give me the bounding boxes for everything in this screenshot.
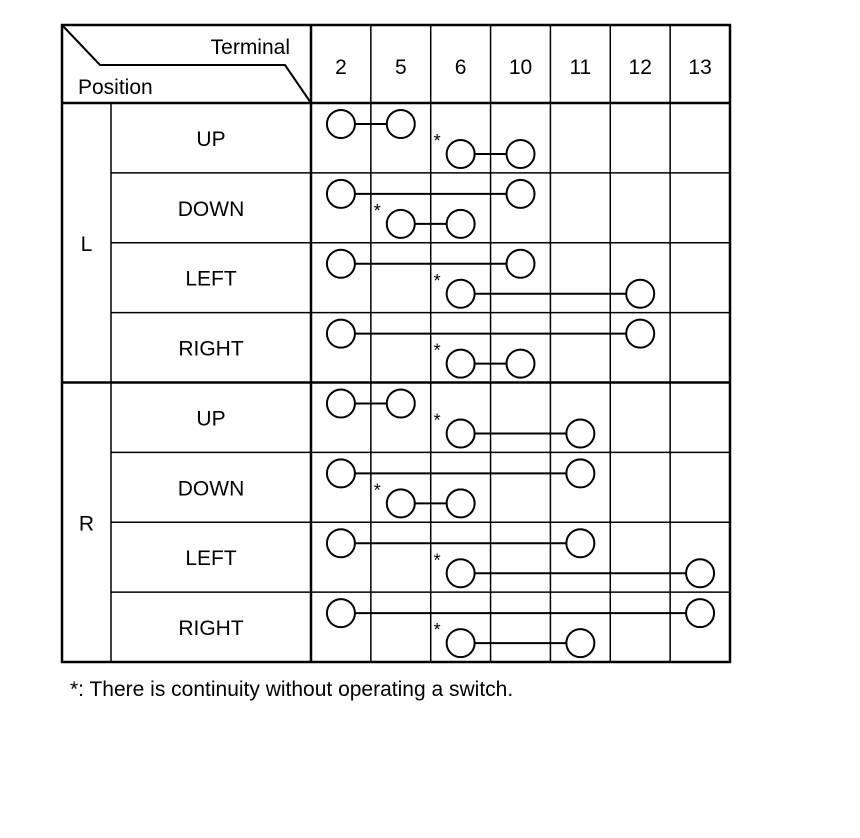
- terminal-circle-11: [566, 420, 594, 448]
- terminal-header-6: 6: [454, 56, 467, 79]
- terminal-header-5: 5: [394, 56, 407, 79]
- asterisk-marker: *: [433, 131, 441, 151]
- terminal-circle-11: [566, 459, 594, 487]
- terminal-circle-6: [447, 629, 475, 657]
- position-label-right: RIGHT: [178, 617, 244, 641]
- terminal-circle-2: [327, 599, 355, 627]
- terminal-circle-10: [507, 140, 535, 168]
- terminal-circle-5: [387, 390, 415, 418]
- terminal-circle-5: [387, 110, 415, 138]
- terminal-circle-13: [686, 599, 714, 627]
- position-label-up: UP: [196, 127, 226, 151]
- asterisk-marker: *: [433, 270, 441, 291]
- terminal-circle-10: [507, 250, 535, 278]
- asterisk-marker: *: [433, 550, 441, 571]
- terminal-circle-12: [626, 280, 654, 308]
- terminal-circle-6: [447, 489, 475, 517]
- terminal-circle-13: [686, 559, 714, 587]
- terminal-header-label: Terminal: [210, 36, 290, 59]
- terminal-circle-6: [447, 350, 475, 378]
- asterisk-marker: *: [373, 200, 381, 221]
- terminal-circle-6: [447, 559, 475, 587]
- position-label-down: DOWN: [177, 477, 245, 501]
- terminal-circle-6: [447, 420, 475, 448]
- terminal-circle-2: [327, 110, 355, 138]
- terminal-circle-12: [626, 320, 654, 348]
- position-label-right: RIGHT: [178, 337, 244, 361]
- terminal-circle-10: [507, 180, 535, 208]
- asterisk-marker: *: [433, 410, 441, 431]
- asterisk-marker: *: [433, 620, 441, 641]
- terminal-header-10: 10: [508, 56, 533, 79]
- terminal-circle-2: [327, 250, 355, 278]
- position-label-down: DOWN: [177, 197, 245, 221]
- group-label-L: L: [80, 232, 93, 256]
- terminal-circle-10: [507, 350, 535, 378]
- terminal-circle-6: [447, 140, 475, 168]
- terminal-circle-5: [387, 210, 415, 238]
- terminal-circle-2: [327, 320, 355, 348]
- terminal-circle-11: [566, 629, 594, 657]
- terminal-circle-2: [327, 180, 355, 208]
- terminal-circle-5: [387, 489, 415, 517]
- asterisk-marker: *: [373, 480, 381, 501]
- group-label-R: R: [78, 512, 95, 536]
- position-label-left: LEFT: [185, 547, 237, 571]
- terminal-circle-11: [566, 529, 594, 557]
- terminal-circle-6: [447, 210, 475, 238]
- footnote: *: There is continuity without operating a switch.: [70, 678, 514, 701]
- terminal-circle-2: [327, 459, 355, 487]
- asterisk-marker: *: [433, 340, 441, 361]
- terminal-header-12: 12: [628, 56, 652, 79]
- position-header-label: Position: [78, 76, 153, 99]
- terminal-circle-6: [447, 280, 475, 308]
- terminal-header-11: 11: [569, 56, 592, 79]
- terminal-circle-2: [327, 390, 355, 418]
- position-label-left: LEFT: [185, 267, 237, 291]
- position-label-up: UP: [196, 407, 226, 431]
- terminal-header-2: 2: [335, 56, 347, 79]
- terminal-circle-2: [327, 529, 355, 557]
- terminal-header-13: 13: [688, 56, 712, 79]
